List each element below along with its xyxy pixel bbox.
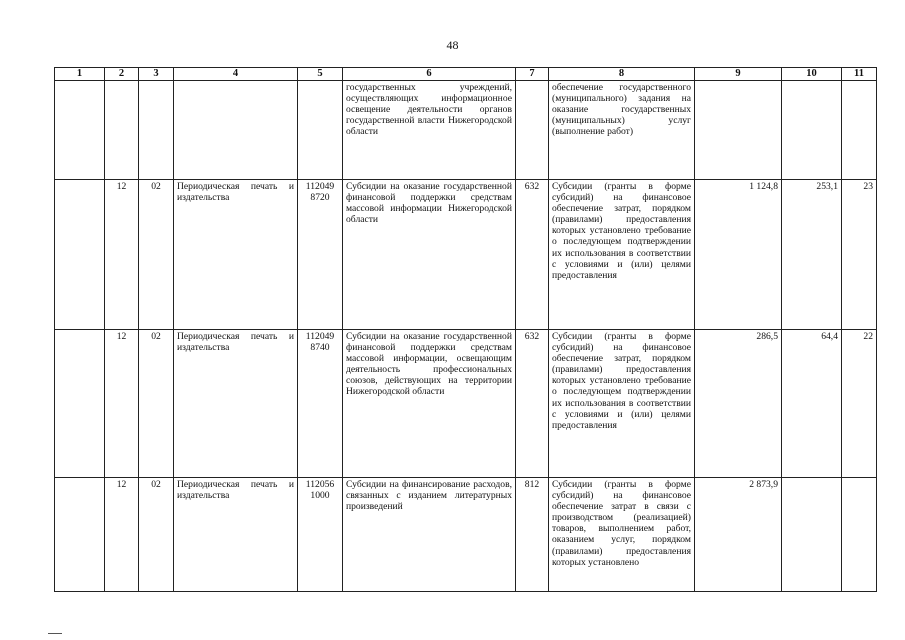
- col-header-7: 7: [516, 68, 549, 81]
- cell-percent: [842, 81, 877, 180]
- col-header-10: 10: [782, 68, 842, 81]
- cell-description: Субсидии на оказание государственной финансовой поддержки средствам массовой информации, освещающим деятельность профессиональных союзов, действующих на территории Нижегородской области: [343, 330, 516, 478]
- cell-c1: [55, 478, 105, 592]
- cell-description: государственных учреждений, осуществляющих информационное освещение деятельности органов государственной власти Нижегородской области: [343, 81, 516, 180]
- cell-amount-2: 253,1: [782, 180, 842, 330]
- cell-amount-2: [782, 81, 842, 180]
- cell-amount-2: [782, 478, 842, 592]
- cell-name: Периодическая печать и издательства: [174, 180, 298, 330]
- cell-description: Субсидии на оказание государственной финансовой поддержки средствам массовой информации Нижегородской области: [343, 180, 516, 330]
- col-header-9: 9: [695, 68, 782, 81]
- budget-table: [54, 67, 877, 592]
- cell-amount: 286,5: [695, 330, 782, 478]
- cell-section: 12: [105, 478, 139, 592]
- cell-name: [174, 81, 298, 180]
- cell-code: 112056 1000: [298, 478, 343, 592]
- cell-name: Периодическая печать и издательства: [174, 330, 298, 478]
- cell-code: [298, 81, 343, 180]
- cell-amount: 2 873,9: [695, 478, 782, 592]
- col-header-1: 1: [55, 68, 105, 81]
- cell-amount: [695, 81, 782, 180]
- scan-artifact-line: [48, 633, 62, 634]
- cell-percent: 23: [842, 180, 877, 330]
- cell-percent: 22: [842, 330, 877, 478]
- cell-c1: [55, 81, 105, 180]
- cell-name: Периодическая печать и издательства: [174, 478, 298, 592]
- cell-section: [105, 81, 139, 180]
- table-header-row: [55, 68, 877, 81]
- cell-c1: [55, 330, 105, 478]
- cell-subsection: 02: [139, 330, 174, 478]
- cell-amount-2: 64,4: [782, 330, 842, 478]
- cell-expense-type: 632: [516, 180, 549, 330]
- cell-purpose: Субсидии (гранты в форме субсидий) на финансовое обеспечение затрат, порядком (правилами) предоставления которых установлено требование о последующем подтверждении их использования в соответствии с условиями и (или) целями предоставления: [549, 180, 695, 330]
- col-header-6: 6: [343, 68, 516, 81]
- cell-section: 12: [105, 180, 139, 330]
- col-header-3: 3: [139, 68, 174, 81]
- cell-code: 112049 8740: [298, 330, 343, 478]
- cell-code: 112049 8720: [298, 180, 343, 330]
- cell-expense-type: 812: [516, 478, 549, 592]
- col-header-8: 8: [549, 68, 695, 81]
- cell-section: 12: [105, 330, 139, 478]
- table-row: [55, 330, 877, 478]
- cell-subsection: 02: [139, 180, 174, 330]
- table-row: [55, 81, 877, 180]
- cell-amount: 1 124,8: [695, 180, 782, 330]
- cell-expense-type: [516, 81, 549, 180]
- cell-purpose: Субсидии (гранты в форме субсидий) на финансовое обеспечение затрат в связи с производством (реализацией) товаров, выполнением работ, оказанием услуг, порядком (правилами) предоставления которых установлено: [549, 478, 695, 592]
- table-row: [55, 180, 877, 330]
- cell-purpose: обеспечение государственного (муниципального) задания на оказание государственных (муниципальных) услуг (выполнение работ): [549, 81, 695, 180]
- table-row: [55, 478, 877, 592]
- cell-subsection: 02: [139, 478, 174, 592]
- page-number: 48: [446, 38, 459, 52]
- col-header-5: 5: [298, 68, 343, 81]
- cell-c1: [55, 180, 105, 330]
- cell-purpose: Субсидии (гранты в форме субсидий) на финансовое обеспечение затрат, порядком (правилами) предоставления которых установлено требование о последующем подтверждении их использования в соответствии с условиями и (или) целями предоставления: [549, 330, 695, 478]
- cell-expense-type: 632: [516, 330, 549, 478]
- col-header-2: 2: [105, 68, 139, 81]
- cell-percent: [842, 478, 877, 592]
- cell-subsection: [139, 81, 174, 180]
- col-header-11: 11: [842, 68, 877, 81]
- cell-description: Субсидии на финансирование расходов, связанных с изданием литературных произведений: [343, 478, 516, 592]
- col-header-4: 4: [174, 68, 298, 81]
